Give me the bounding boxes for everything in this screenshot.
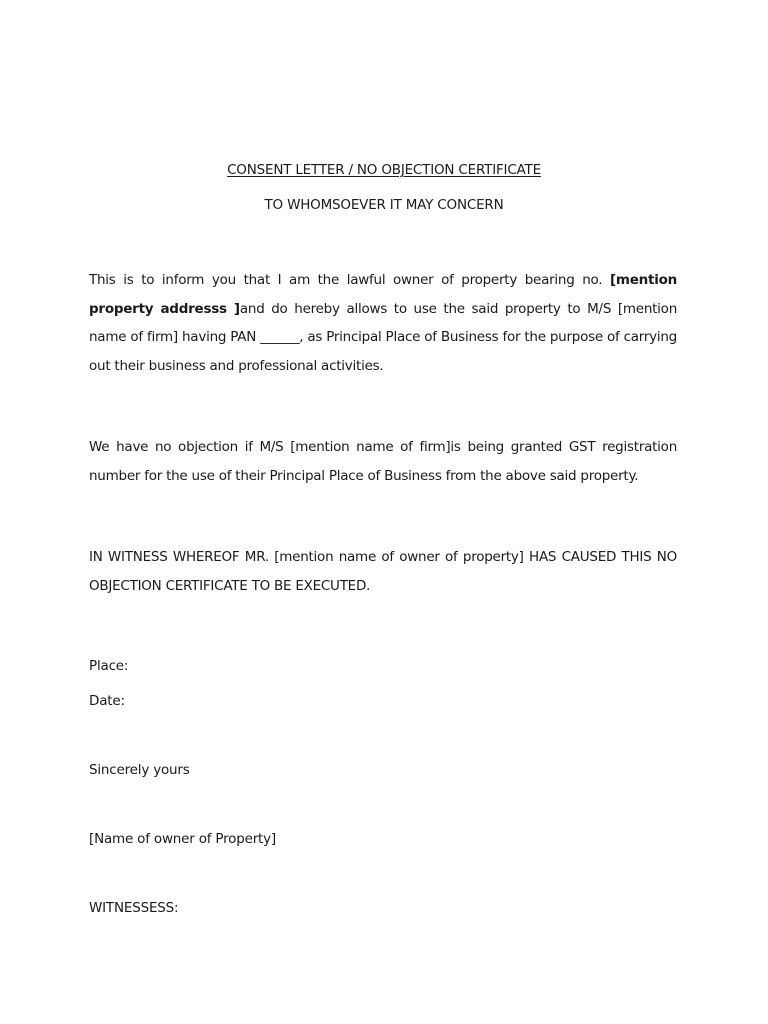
signatory-name: [Name of owner of Property] [89, 831, 276, 847]
paragraph-ownership-lead: This is to inform you that I am the lawful owner of property bearing no. [89, 272, 611, 288]
paragraph-ownership [89, 266, 677, 380]
closing-text: Sincerely yours [89, 762, 190, 778]
paragraph-ownership-rest: and do hereby allows to use the said property to M/S [mention name of firm] having PAN ______, as Principal Place of Business for the purpose of carrying out their business and professional activities. [89, 300, 677, 374]
document-title-text: CONSENT LETTER / NO OBJECTION CERTIFICATE [227, 162, 541, 178]
date-label: Date: [89, 693, 125, 709]
place-label: Place: [89, 658, 129, 674]
paragraph-witness-clause: IN WITNESS WHEREOF MR. [mention name of owner of property] HAS CAUSED THIS NO OBJECTION CERTIFICATE TO BE EXECUTED. [89, 549, 677, 594]
paragraph-no-objection: We have no objection if M/S [mention name of firm]is being granted GST registration number for the use of their Principal Place of Business from the above said property. [89, 439, 677, 484]
document-subtitle [0, 197, 768, 213]
document-subtitle-text: TO WHOMSOEVER IT MAY CONCERN [264, 197, 504, 213]
property-address-placeholder: [mention property addresss ] [89, 272, 677, 317]
document-title [0, 162, 768, 178]
witnesses-label: WITNESSESS: [89, 900, 179, 916]
